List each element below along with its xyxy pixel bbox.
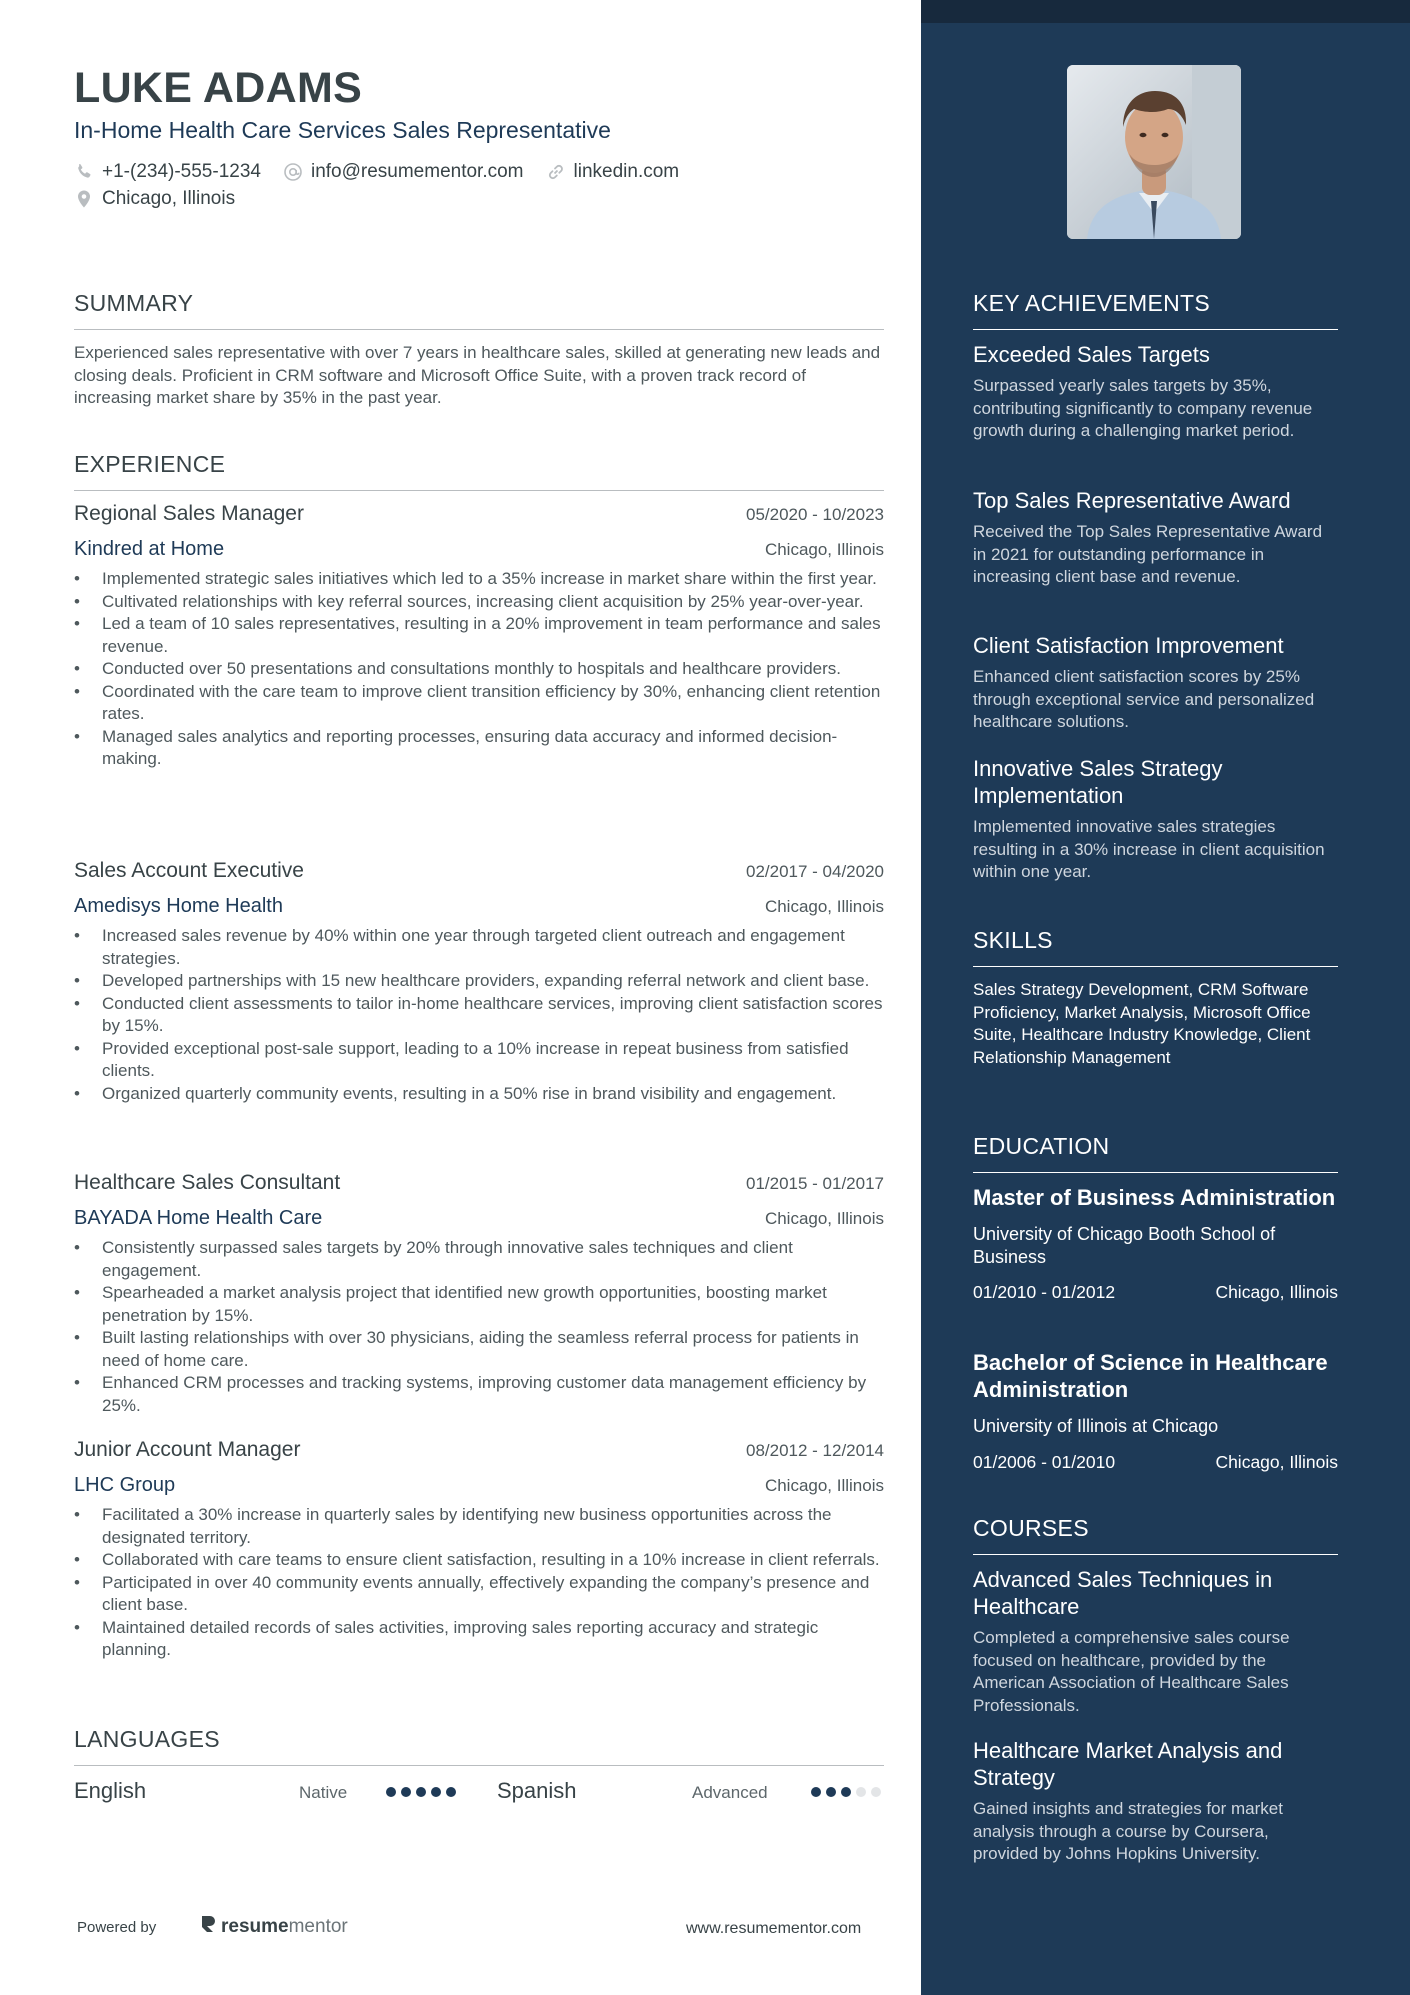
achievement-text: Implemented innovative sales strategies resulting in a 30% increase in client acquisition within one year. (973, 817, 1325, 881)
achievement-text: Surpassed yearly sales targets by 35%, contributing significantly to company revenue growth during a challenging market period. (973, 376, 1313, 440)
education-dates: 01/2006 - 01/2010 (973, 1451, 1116, 1472)
language-name: English (74, 1778, 147, 1803)
job-location: Chicago, Illinois (764, 1476, 884, 1495)
education-location: Chicago, Illinois (1215, 1282, 1338, 1302)
at-icon (283, 162, 303, 182)
achievements-heading: KEY ACHIEVEMENTS (973, 290, 1338, 330)
job-bullet: • Managed sales analytics and reporting processes, ensuring data accuracy and informed decision-making. (74, 726, 884, 771)
website-link[interactable]: www.resumementor.com (686, 1920, 862, 1937)
language-rating (386, 1787, 456, 1797)
achievement-item (973, 341, 1338, 443)
achievement-item (973, 755, 1338, 884)
course-item (973, 1566, 1338, 1717)
achievement-title: Client Satisfaction Improvement (973, 633, 1284, 658)
job-bullets (74, 925, 884, 1105)
rating-dot (401, 1787, 411, 1797)
language-level: Advanced (692, 1783, 768, 1802)
powered-by-label: Powered by (77, 1919, 157, 1936)
education-school: University of Illinois at Chicago (973, 1416, 1219, 1436)
summary-heading: SUMMARY (74, 290, 884, 330)
job-title: Healthcare Sales Consultant (74, 1171, 341, 1194)
rating-dot (386, 1787, 396, 1797)
job-entry (74, 502, 884, 771)
brand-logo[interactable] (199, 1914, 348, 1940)
job-bullet: • Conducted client assessments to tailor in-home healthcare services, improving client satisfaction scores by 15%. (74, 993, 884, 1038)
skills-heading: SKILLS (973, 927, 1338, 967)
job-bullet: • Enhanced CRM processes and tracking systems, improving customer data management efficiency by 25%. (74, 1372, 884, 1417)
education-school: University of Chicago Booth School of Business (973, 1224, 1276, 1267)
course-title: Advanced Sales Techniques in Healthcare (973, 1567, 1273, 1619)
job-bullet: • Led a team of 10 sales representatives, resulting in a 20% improvement in team performance and sales revenue. (74, 613, 884, 658)
location-pin-icon (74, 189, 94, 209)
achievement-text: Enhanced client satisfaction scores by 25% through exceptional service and personalized healthcare solutions. (973, 667, 1315, 731)
achievement-title: Top Sales Representative Award (973, 488, 1291, 513)
resumementor-logo-icon (199, 1914, 217, 1940)
job-title: Junior Account Manager (74, 1438, 301, 1461)
rating-dot (841, 1787, 851, 1797)
achievement-title: Exceeded Sales Targets (973, 342, 1210, 367)
job-bullet: • Maintained detailed records of sales activities, improving sales reporting accuracy and strategic planning. (74, 1617, 884, 1662)
job-title: Regional Sales Manager (74, 502, 304, 525)
language-level: Native (299, 1783, 348, 1802)
phone-text[interactable]: +1-(234)-555-1234 (102, 161, 261, 182)
job-entry (74, 1171, 884, 1417)
job-bullet: • Collaborated with care teams to ensure client satisfaction, resulting in a 10% increase in client referrals. (74, 1549, 884, 1572)
linkedin-text[interactable]: linkedin.com (573, 161, 680, 182)
job-bullet: • Organized quarterly community events, resulting in a 50% rise in brand visibility and engagement. (74, 1083, 884, 1106)
job-location: Chicago, Illinois (764, 897, 884, 916)
job-bullet: • Increased sales revenue by 40% within one year through targeted client outreach and engagement strategies. (74, 925, 884, 970)
email-text[interactable]: info@resumementor.com (310, 161, 524, 182)
job-title: Sales Account Executive (74, 859, 304, 882)
job-dates: 02/2017 - 04/2020 (745, 862, 884, 881)
language-name: Spanish (497, 1778, 577, 1803)
job-bullet: • Spearheaded a market analysis project that identified new growth opportunities, boosting market penetration by 15%. (74, 1282, 884, 1327)
education-item (973, 1184, 1338, 1303)
job-bullets (74, 1504, 884, 1662)
job-company: Kindred at Home (74, 538, 225, 560)
location-line (74, 188, 235, 210)
job-bullets (74, 568, 884, 771)
sidebar-top-bar (921, 0, 1410, 23)
language-rating (811, 1787, 881, 1797)
job-bullet: • Built lasting relationships with over 30 physicians, aiding the seamless referral process for patients in need of home care. (74, 1327, 884, 1372)
job-bullet: • Participated in over 40 community events annually, effectively expanding the company’s presence and client base. (74, 1572, 884, 1617)
job-company: Amedisys Home Health (74, 895, 283, 917)
job-bullet: • Conducted over 50 presentations and consultations monthly to hospitals and healthcare providers. (74, 658, 884, 681)
job-company: BAYADA Home Health Care (74, 1207, 323, 1229)
job-entry (74, 859, 884, 1105)
job-bullet: • Cultivated relationships with key referral sources, increasing client acquisition by 25% year-over-year. (74, 591, 884, 614)
achievement-text: Received the Top Sales Representative Award in 2021 for outstanding performance in increasing client base and revenue. (973, 522, 1323, 586)
job-entry (74, 1438, 884, 1662)
rating-dot (431, 1787, 441, 1797)
job-bullet: • Facilitated a 30% increase in quarterly sales by identifying new business opportunities across the designated territory. (74, 1504, 884, 1549)
contact-line (74, 161, 679, 183)
job-location: Chicago, Illinois (764, 1209, 884, 1228)
education-location: Chicago, Illinois (1215, 1451, 1338, 1472)
sidebar (921, 0, 1410, 1995)
rating-dot (856, 1787, 866, 1797)
candidate-role: In-Home Health Care Services Sales Representative (74, 117, 611, 143)
rating-dot (826, 1787, 836, 1797)
education-heading: EDUCATION (973, 1133, 1338, 1173)
profile-photo (1067, 65, 1241, 239)
job-location: Chicago, Illinois (764, 540, 884, 559)
rating-dot (446, 1787, 456, 1797)
achievement-title: Innovative Sales Strategy Implementation (973, 756, 1223, 808)
education-degree: Master of Business Administration (973, 1185, 1336, 1210)
rating-dot (416, 1787, 426, 1797)
job-bullet: • Implemented strategic sales initiatives which led to a 35% increase in market share within the first year. (74, 568, 884, 591)
job-dates: 08/2012 - 12/2014 (745, 1441, 884, 1460)
education-dates: 01/2010 - 01/2012 (973, 1282, 1116, 1302)
education-degree: Bachelor of Science in Healthcare Administration (973, 1350, 1328, 1402)
course-title: Healthcare Market Analysis and Strategy (973, 1738, 1283, 1790)
phone-icon (74, 162, 94, 182)
languages-row (74, 1778, 884, 1808)
summary-text: Experienced sales representative with over 7 years in healthcare sales, skilled at generating new leads and closing deals. Proficient in CRM software and Microsoft Office Suite, with a proven track record of increasing market share by 35% in the past year. (74, 343, 881, 407)
achievement-item (973, 487, 1338, 589)
job-bullet: • Coordinated with the care team to improve client transition efficiency by 30%, enhancing client retention rates. (74, 681, 884, 726)
rating-dot (871, 1787, 881, 1797)
course-item (973, 1737, 1338, 1866)
courses-heading: COURSES (973, 1515, 1338, 1555)
education-item (973, 1349, 1338, 1473)
rating-dot (811, 1787, 821, 1797)
job-bullets (74, 1237, 884, 1417)
job-bullet: • Developed partnerships with 15 new healthcare providers, expanding referral network and client base. (74, 970, 884, 993)
languages-heading: LANGUAGES (74, 1726, 884, 1766)
link-icon (546, 162, 566, 182)
job-bullet: • Provided exceptional post-sale support, leading to a 10% increase in repeat business from satisfied clients. (74, 1038, 884, 1083)
job-bullet: • Consistently surpassed sales targets by 20% through innovative sales techniques and client engagement. (74, 1237, 884, 1282)
candidate-name: LUKE ADAMS (74, 64, 363, 112)
skills-text: Sales Strategy Development, CRM Software Proficiency, Market Analysis, Microsoft Office Suite, Healthcare Industry Knowledge, Client Relationship Management (973, 980, 1311, 1067)
skills-list (973, 979, 1338, 1069)
course-text: Completed a comprehensive sales course focused on healthcare, provided by the American Association of Healthcare Sales Professionals. (973, 1628, 1290, 1715)
job-dates: 01/2015 - 01/2017 (745, 1174, 884, 1193)
job-company: LHC Group (74, 1474, 176, 1496)
brand-name-light: mentor (288, 1916, 348, 1937)
achievement-item (973, 632, 1338, 734)
location-text: Chicago, Illinois (102, 188, 236, 209)
brand-name-bold: resume (221, 1916, 289, 1937)
job-dates: 05/2020 - 10/2023 (745, 505, 884, 524)
course-text: Gained insights and strategies for market analysis through a course by Coursera, provided by Johns Hopkins University. (973, 1799, 1283, 1863)
experience-heading: EXPERIENCE (74, 451, 884, 491)
